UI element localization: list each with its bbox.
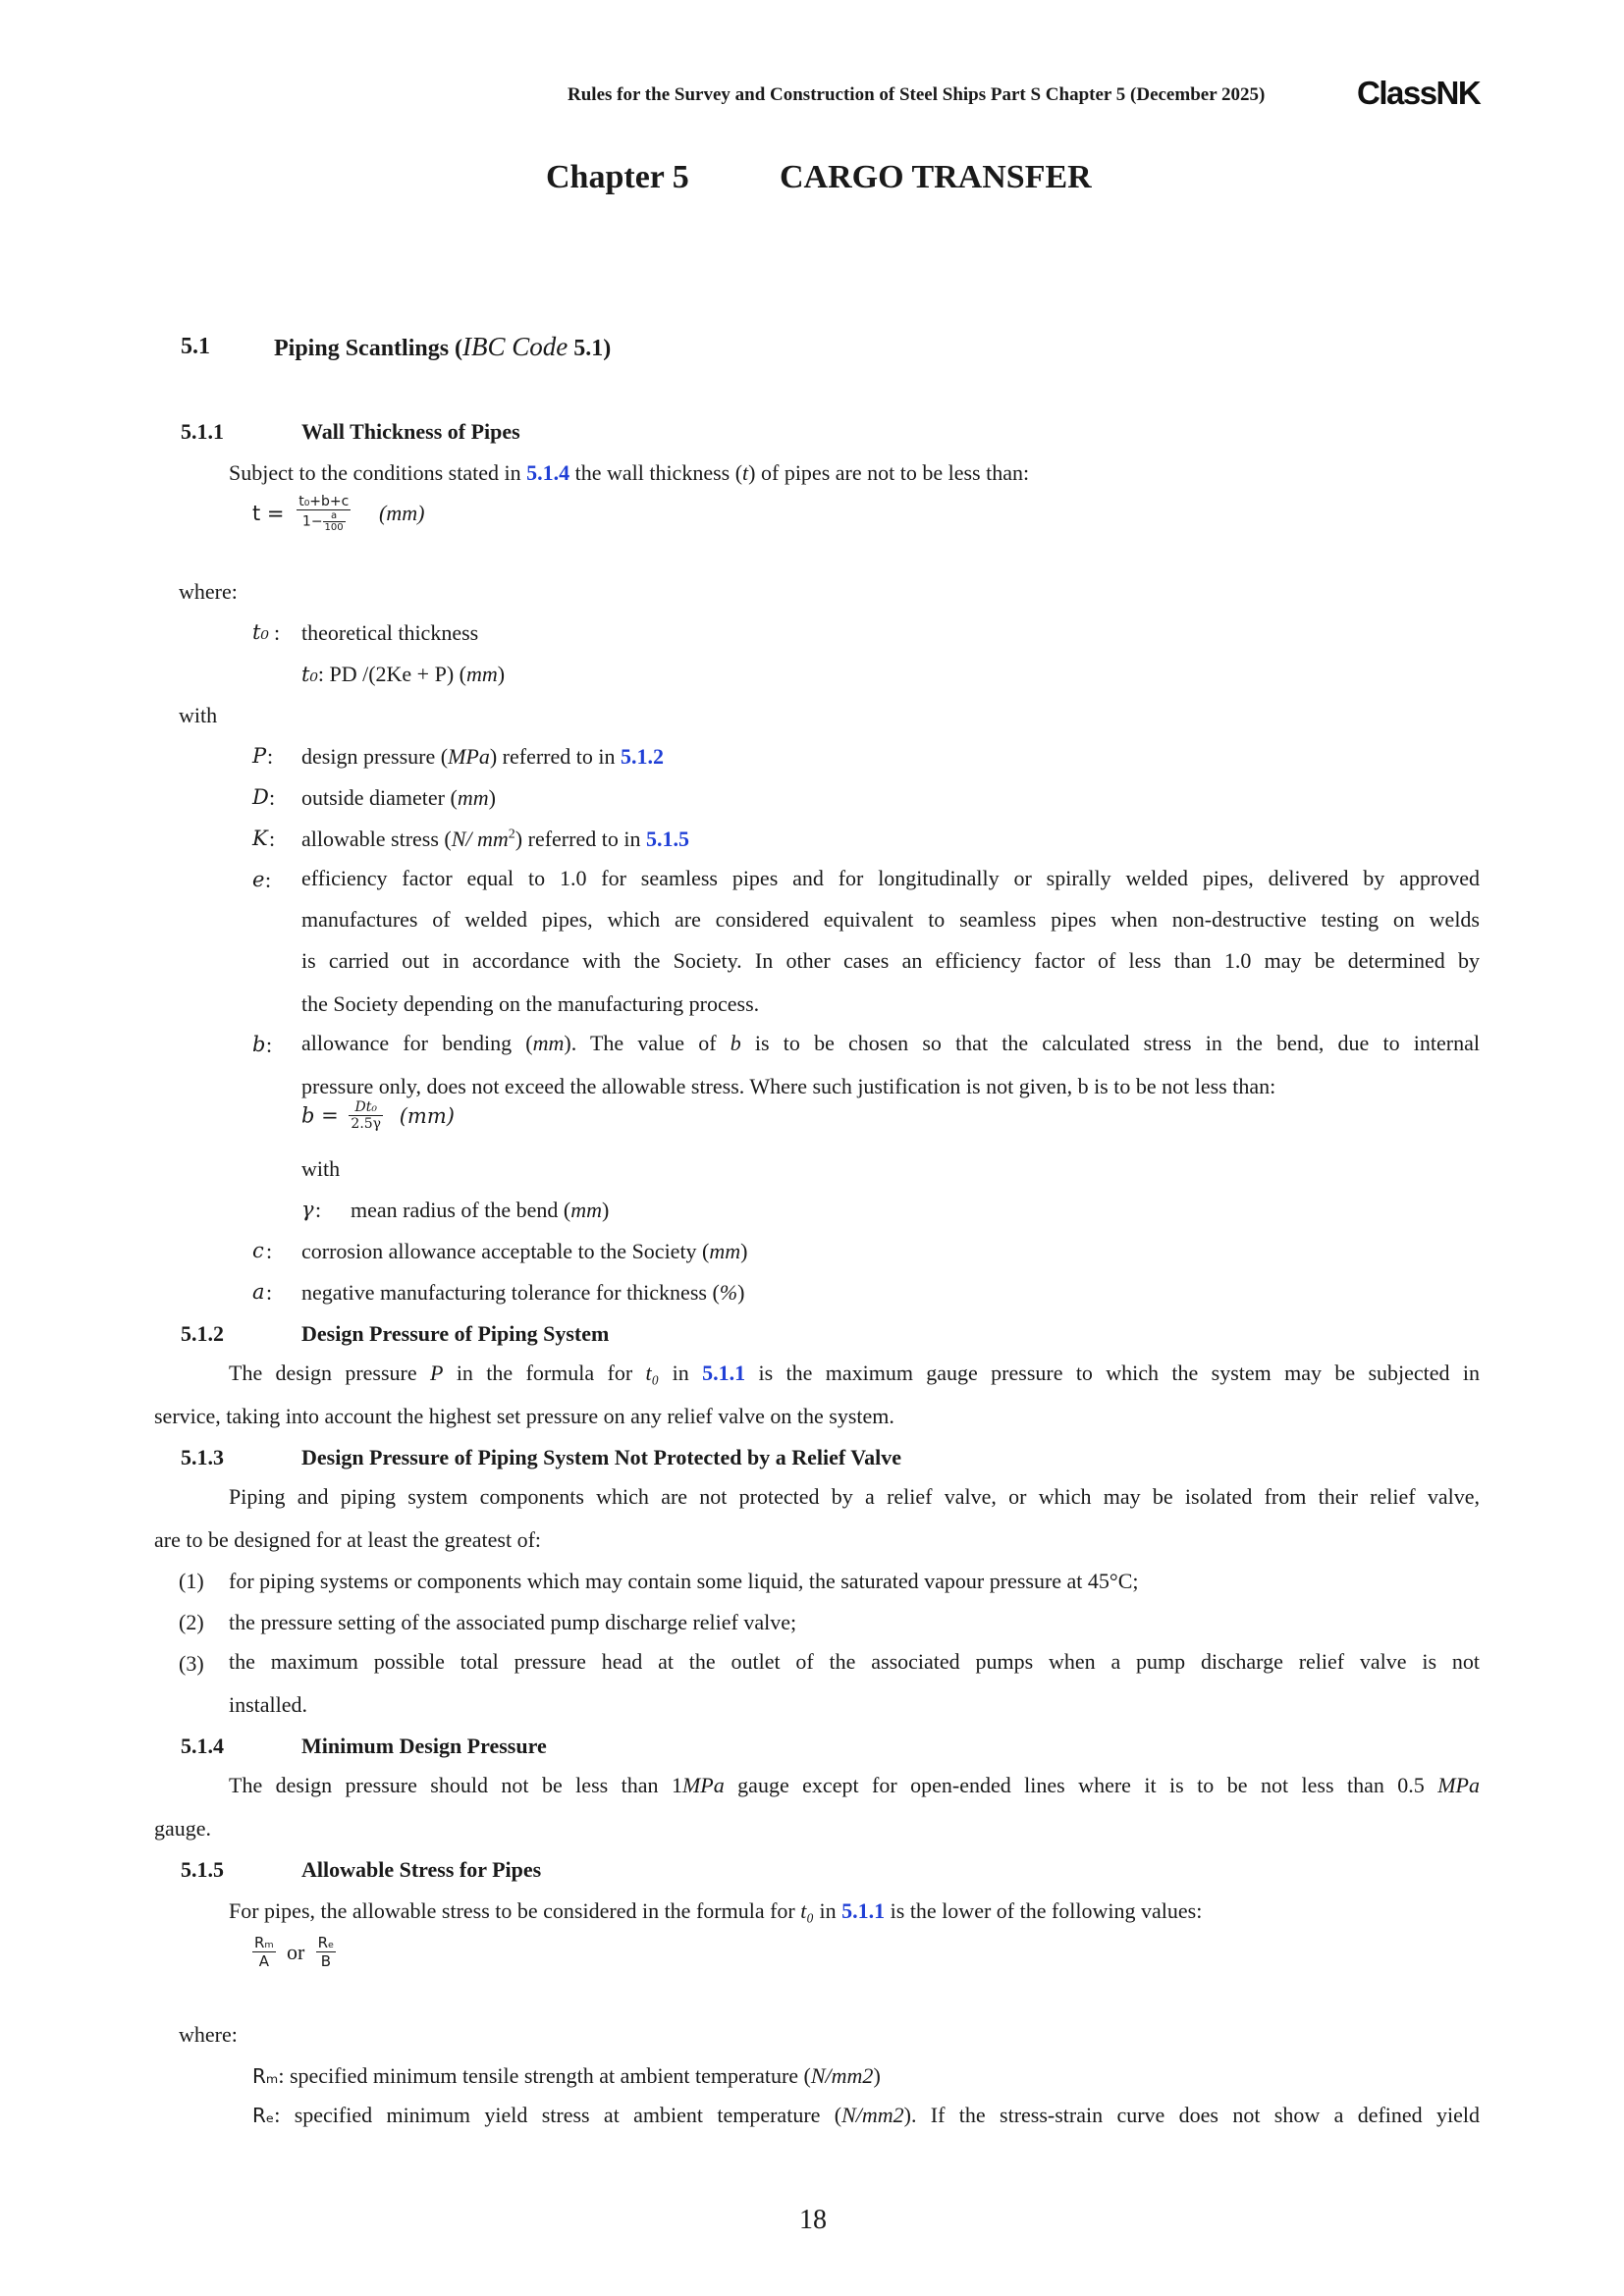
gamma-description: mean radius of the bend (mm) <box>351 1198 610 1222</box>
var-desc-D: outside diameter (mm) <box>301 785 496 810</box>
var-symbol-a: a <box>252 1280 265 1304</box>
var-desc-e-line2: manufactures of welded pipes, which are considered equivalent to seamless pipes when non-destructive testing on welds <box>301 907 1480 932</box>
chapter-title: CARGO TRANSFER <box>780 159 1092 195</box>
subsection-number-5-1-5: 5.1.5 <box>181 1857 224 1882</box>
paragraph-5-1-2-line2: service, taking into account the highest set pressure on any relief valve on the system. <box>154 1404 894 1428</box>
subsection-title-5-1-1: Wall Thickness of Pipes <box>301 419 520 444</box>
var-symbol-P: P <box>252 744 267 768</box>
var-desc-c: corrosion allowance acceptable to the Society (mm) <box>301 1239 748 1263</box>
paragraph-5-1-3-line1: Piping and piping system components which are not protected by a relief valve, or which may be isolated from their relief valve, <box>229 1484 1480 1509</box>
subsection-title-5-1-2: Design Pressure of Piping System <box>301 1321 610 1346</box>
var-symbol-D: D <box>252 785 269 809</box>
where-label-2: where: <box>179 2022 238 2047</box>
link-5-1-2[interactable]: 5.1.2 <box>621 744 664 769</box>
classnk-logo: ClassNK <box>1357 75 1481 111</box>
var-desc-a: negative manufacturing tolerance for thickness (%) <box>301 1280 745 1305</box>
paragraph-5-1-5-intro: For pipes, the allowable stress to be considered in the formula for t₀ in 5.1.1 is the lower of the following values: <box>229 1898 1203 1923</box>
var-symbol-c: c <box>252 1239 264 1262</box>
var-symbol-e: e <box>252 868 265 891</box>
subsection-number-5-1-1: 5.1.1 <box>181 419 224 444</box>
subsection-number-5-1-2: 5.1.2 <box>181 1321 224 1346</box>
t0-formula: t₀: PD /(2Ke + P) (mm) <box>301 662 506 686</box>
section-number: 5.1 <box>181 334 210 359</box>
var-desc-e-line3: is carried out in accordance with the Society. In other cases an efficiency factor of less than 1.0 may be determined by <box>301 948 1480 973</box>
var-desc-K: allowable stress (N/ $mm^2$) referred to in 5.1.5 <box>301 827 689 851</box>
subsection-number-5-1-3: 5.1.3 <box>181 1445 224 1469</box>
var-desc-b-line1: allowance for bending (mm). The value of b is to be chosen so that the calculated stress in the bend, due to internal <box>301 1031 1480 1055</box>
wall-thickness-formula: t = t₀+b+c 1− $\frac{a}{100}$ (mm) <box>252 494 425 533</box>
var-symbol-K: K <box>252 827 268 850</box>
link-5-1-4[interactable]: 5.1.4 <box>526 460 570 485</box>
var-desc-b-line2: pressure only, does not exceed the allowable stress. Where such justification is not given, b is to be not less than: <box>301 1074 1276 1098</box>
paragraph-5-1-1-intro: Subject to the conditions stated in 5.1.4 the wall thickness (t) of pipes are not to be less than: <box>229 460 1030 485</box>
list-item-text-cont: installed. <box>229 1692 308 1717</box>
link-5-1-5[interactable]: 5.1.5 <box>645 827 689 851</box>
link-5-1-1-b[interactable]: 5.1.1 <box>841 1898 886 1923</box>
list-item-text: for piping systems or components which may contain some liquid, the saturated vapour pressure at 45°C; <box>229 1569 1139 1593</box>
list-item-number: (2) <box>179 1610 204 1634</box>
list-item-text: the pressure setting of the associated pump discharge relief valve; <box>229 1610 797 1634</box>
paragraph-5-1-3-line2: are to be designed for at least the greatest of: <box>154 1527 542 1552</box>
t0-symbol: t₀ <box>252 620 269 644</box>
subsection-title-5-1-3: Design Pressure of Piping System Not Protected by a Relief Valve <box>301 1445 902 1469</box>
list-item-number: (3) <box>179 1651 204 1676</box>
list-item-number: (1) <box>179 1569 204 1593</box>
with-label: with <box>179 703 218 727</box>
subsection-title-5-1-4: Minimum Design Pressure <box>301 1734 547 1758</box>
running-header: Rules for the Survey and Construction of Steel Ships Part S Chapter 5 (December 2025) <box>568 84 1266 105</box>
subsection-title-5-1-5: Allowable Stress for Pipes <box>301 1857 542 1882</box>
link-5-1-1[interactable]: 5.1.1 <box>702 1361 746 1385</box>
var-symbol-b: b <box>252 1033 266 1056</box>
t0-description: theoretical thickness <box>301 620 479 645</box>
Rm-definition: Rₘ: specified minimum tensile strength at ambient temperature (N/mm2) <box>252 2063 881 2088</box>
paragraph-5-1-2-line1: The design pressure P in the formula for t₀ in 5.1.1 is the maximum gauge pressure to which the system may be subjected in <box>229 1361 1480 1385</box>
chapter-number: Chapter 5 <box>546 159 689 195</box>
Re-definition: Rₑ: specified minimum yield stress at ambient temperature (N/mm2). If the stress-strain curve does not show a defined yield <box>252 2103 1480 2127</box>
var-desc-P: design pressure (MPa) referred to in 5.1.2 <box>301 744 664 769</box>
where-label: where: <box>179 579 238 604</box>
gamma-symbol: γ <box>301 1198 314 1221</box>
section-title: Piping Scantlings (IBC Code 5.1) <box>274 332 612 361</box>
list-item-text: the maximum possible total pressure head at the outlet of the associated pumps when a pump discharge relief valve is not <box>229 1649 1480 1674</box>
subsection-number-5-1-4: 5.1.4 <box>181 1734 224 1758</box>
page-number: 18 <box>799 2205 827 2235</box>
with-label-b: with <box>301 1156 341 1181</box>
var-desc-e-line1: efficiency factor equal to 1.0 for seamless pipes and for longitudinally or spirally welded pipes, delivered by approved <box>301 866 1480 890</box>
paragraph-5-1-4-line2: gauge. <box>154 1816 212 1841</box>
allowable-stress-formula: $\frac{\text{Rₘ}}{A}$ or $\frac{\text{Rₑ}}{B}$ <box>254 1934 335 1970</box>
paragraph-5-1-4-line1: The design pressure should not be less than 1MPa gauge except for open-ended lines where it is to be not less than 0.5 MPa <box>229 1773 1480 1797</box>
var-desc-e-line4: the Society depending on the manufacturing process. <box>301 991 760 1016</box>
bend-allowance-formula: b = $\frac{\text{Dt₀}}{2.5\gamma}$ (mm) <box>301 1099 455 1132</box>
document-page: Rules for the Survey and Construction of Steel Ships Part S Chapter 5 (December 2025) ClassNK Chapter 5 CARGO TRANSFER 5.1 Piping Scantlings (IBC Code 5.1) 5.1.1 Wall Thickness of Pipes Subject to the conditions stated in 5.1.4 the wall thickness (t) of pipes are not to be less than: t = t₀+b+c 1− $\frac{a}{100}$ (mm) where: t₀ : theoretical thickness t₀: PD /(2Ke + P) (mm) with P : design pressure (MPa) referred to in 5.1.2 D : outside diameter (mm) K : allowable stress (N/ $mm^2$) referred to in 5.1.5 e : efficiency factor equal to 1.0 for seamless pipes and for longitudinally or spirally welded pipes, delivered by approved manufactures of welded pipes, which are considered equivalent to seamless pipes when non-destructive testing on welds is carried out in accordance with the Society. In other cases an efficiency factor of less than 1.0 may be determined by the Society depending on the manufacturing process. b : allowance for bending (mm). The value of b is to be chosen so that the calculated stress in the bend, due to internal pressure only, does not exceed the allowable stress. Where such justification is not given, b is to be not less than: b = $\frac{\text{Dt₀}}{2.5\gamma}$ (mm) with γ : mean radius of the bend (mm) c : corrosion allowance acceptable to the Society (mm) a : negative manufacturing tolerance for thickness (%) 5.1.2 Design Pressure of Piping System The design pressure P in the formula for t₀ in 5.1.1 is the maximum gauge pressure to which the system may be subjected in service, taking into account the highest set pressure on any relief valve on the system. 5.1.3 Design Pressure of Piping System Not Protected by a Relief Valve Piping and piping system components which are not protected by a relief valve, or which may be isolated from their relief valve, are to be designed for at least the greatest of: (1) for piping systems or components which may contain some liquid, the saturated vapour pressure at 45°C; (2) the pressure setting of the associated pump discharge relief valve; (3) the maximum possible total pressure head at the outlet of the associated pumps when a pump discharge relief valve is not installed. 5.1.4 Minimum Design Pressure The design pressure should not be less than 1MPa gauge except for open-ended lines where it is to be not less than 0.5 MPa gauge. 5.1.5 Allowable Stress for Pipes For pipes, the allowable stress to be considered in the formula for t₀ in 5.1.1 is the lower of the following values: $\frac{\text{Rₘ}}{A}$ or $\frac{\text{Rₑ}}{B}$ where: Rₘ: specified minimum tensile strength at ambient temperature (N/mm2) Rₑ: specified minimum yield stress at ambient temperature (N/mm2). If the stress-strain curve does not show a defined yield 18 <box>154 75 1481 2235</box>
